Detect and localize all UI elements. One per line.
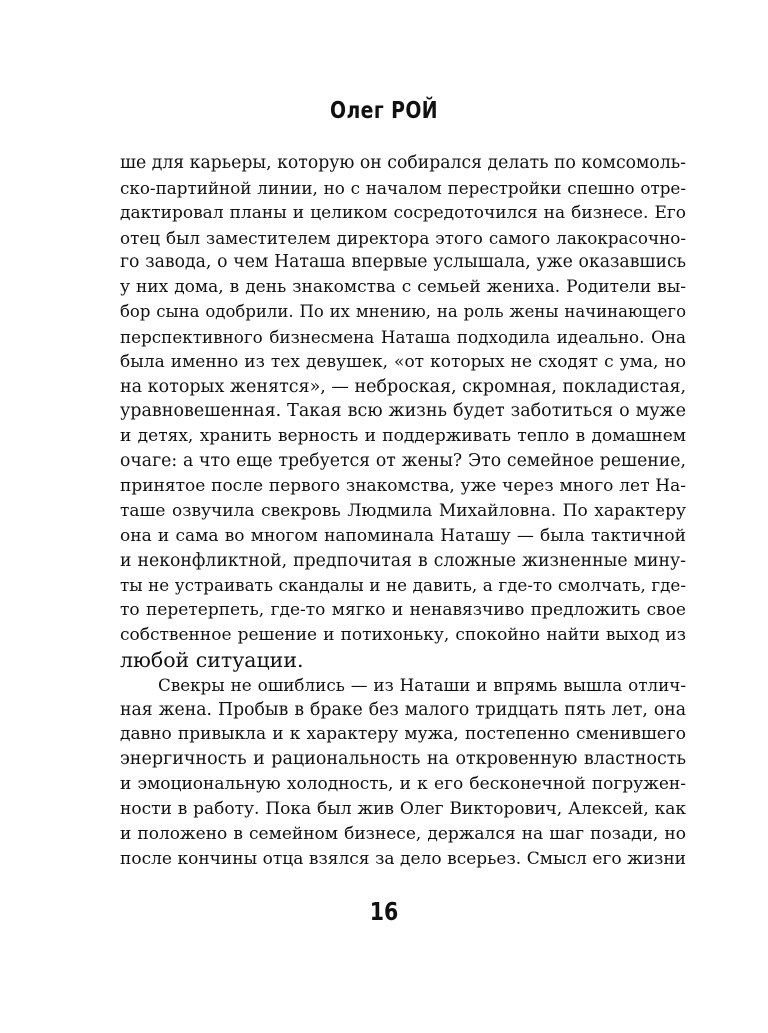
text-line: перспективного бизнесмена Наташа подходила идеально. Она bbox=[120, 326, 686, 347]
text-line: после кончины отца взялся за дело всерьез. Смысл его жизни bbox=[120, 848, 686, 869]
text-line: давно привыкла и к характеру мужа, постепенно сменившего bbox=[120, 724, 686, 745]
text-line: уравновешенная. Такая всю жизнь будет заботиться о муже bbox=[120, 401, 686, 422]
text-line: собственное решение и потихоньку, спокойно найти выход из bbox=[120, 625, 686, 646]
text-line: и положено в семейном бизнесе, держался на шаг позади, но bbox=[120, 823, 686, 844]
text-line: она и сама во многом напоминала Наташу — была тактичной bbox=[120, 525, 686, 546]
text-line: таше озвучила свекровь Людмила Михайловна. По характеру bbox=[120, 500, 686, 521]
text-line: ско-партийной линии, но с началом перестройки спешно отре- bbox=[120, 177, 686, 198]
text-line: отец был заместителем директора этого самого лакокрасочно- bbox=[120, 227, 686, 248]
text-line: дактировал планы и целиком сосредоточился на бизнесе. Его bbox=[120, 202, 686, 223]
text-line: то перетерпеть, где-то мягко и ненавязчиво предложить свое bbox=[120, 600, 686, 621]
text-line-paragraph-end: любой ситуации. bbox=[120, 647, 304, 672]
body-text bbox=[120, 151, 686, 871]
text-line: энергичность и рациональность на откровенную властность bbox=[120, 749, 686, 770]
page-number: 16 bbox=[369, 897, 399, 926]
text-line: очаге: а что еще требуется от жены? Это семейное решение, bbox=[120, 451, 686, 472]
text-line: ты не устраивать скандалы и не давить, а где-то смолчать, где- bbox=[120, 575, 686, 596]
text-line: ная жена. Пробыв в браке без малого тридцать пять лет, она bbox=[120, 699, 686, 720]
text-line: принятое после первого знакомства, уже через много лет На- bbox=[120, 475, 686, 496]
text-line: и неконфликтной, предпочитая в сложные жизненные мину- bbox=[120, 550, 686, 571]
text-line: бор сына одобрили. По их мнению, на роль жены начинающего bbox=[120, 302, 686, 322]
text-line: на которых женятся», — неброская, скромная, покладистая, bbox=[120, 376, 687, 397]
text-line: у них дома, в день знакомства с семьей жениха. Родители вы- bbox=[120, 277, 686, 298]
text-line: и эмоциональную холодность, и к его бесконечной погружен- bbox=[120, 774, 686, 795]
text-line: го завода, о чем Наташа впервые услышала, уже оказавшись bbox=[120, 252, 686, 273]
text-line: и детях, хранить верность и поддерживать тепло в домашнем bbox=[120, 426, 686, 447]
text-line-paragraph-start: Свекры не ошиблись — из Наташи и впрямь вышла отлич- bbox=[158, 674, 686, 695]
text-line: была именно из тех девушек, «от которых не сходят с ума, но bbox=[120, 351, 686, 372]
text-line: ности в работу. Пока был жив Олег Викторович, Алексей, как bbox=[120, 798, 686, 819]
text-line: ше для карьеры, которую он собирался делать по комсомоль- bbox=[120, 153, 686, 173]
running-head: Олег РОЙ bbox=[330, 98, 438, 124]
